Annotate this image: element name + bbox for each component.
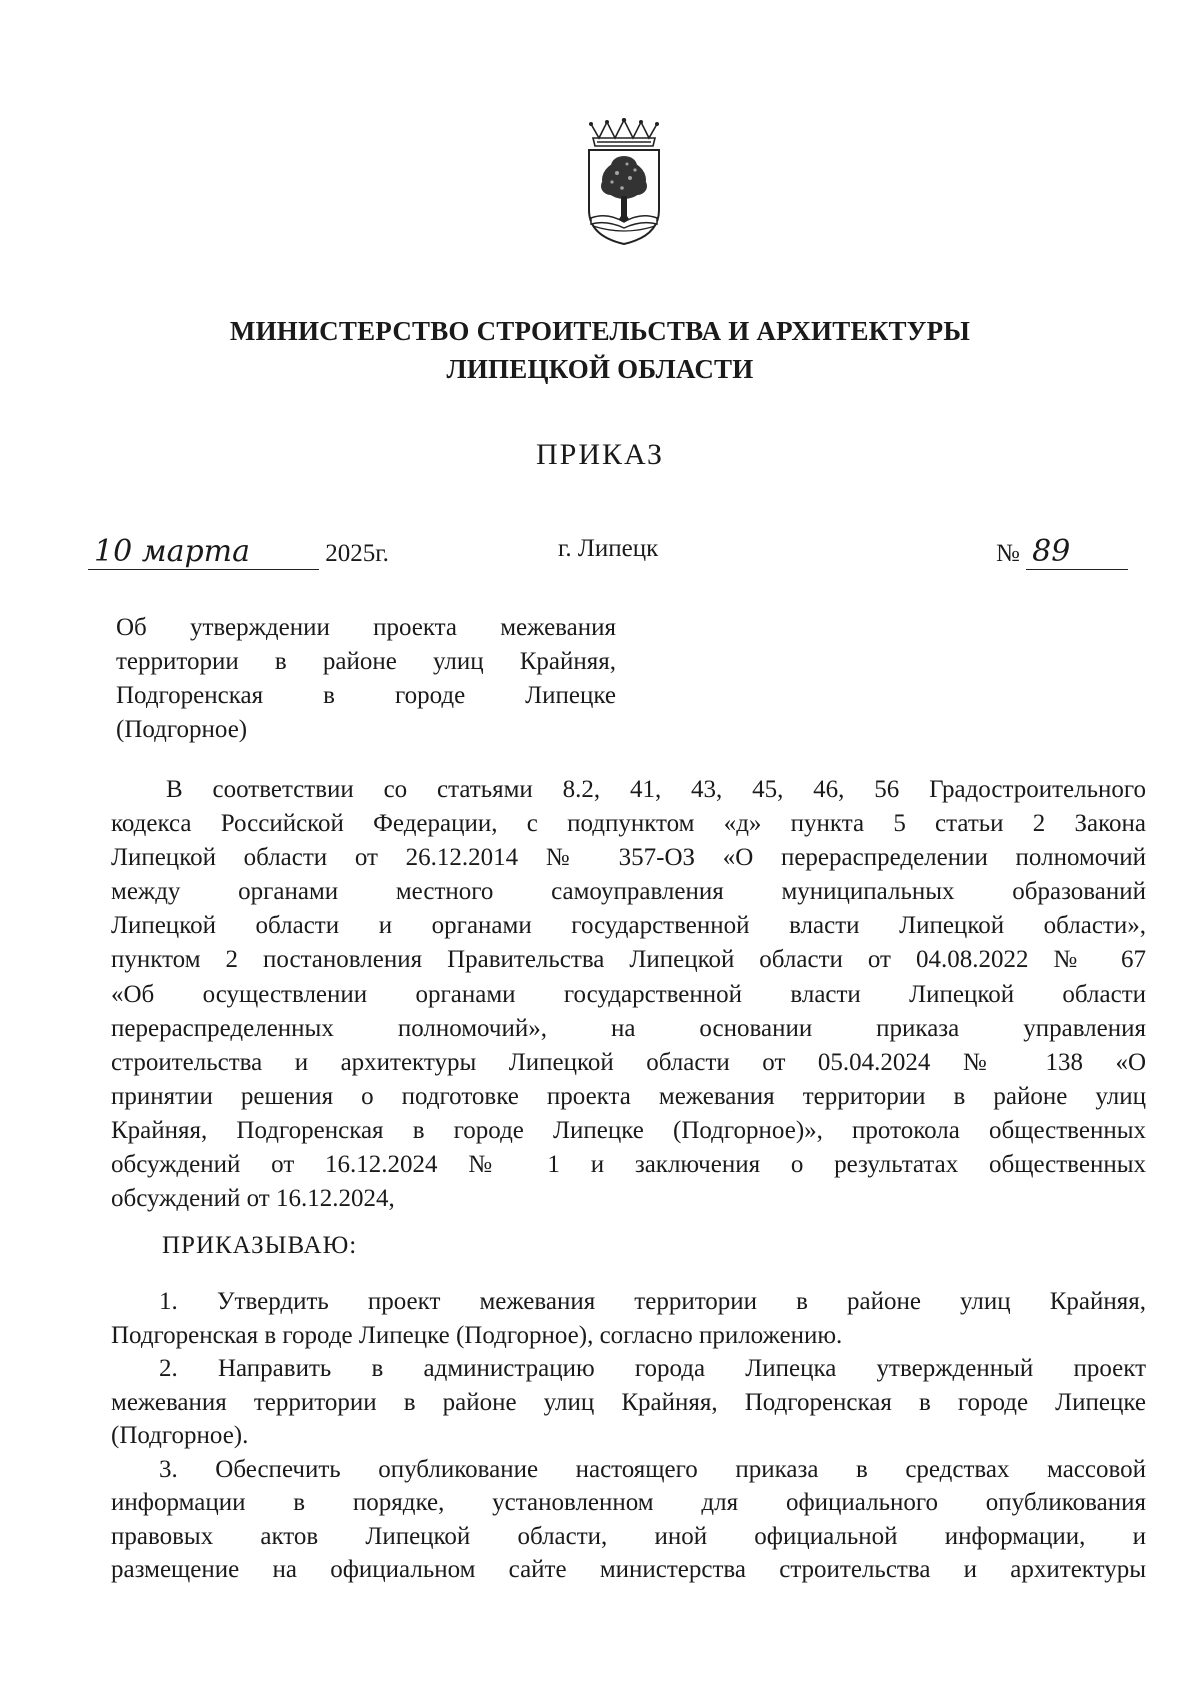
preamble-line: кодекса Российской Федерации, с подпунктом «д» пункта 5 статьи 2 Закона <box>111 810 1146 838</box>
preamble-line: между органами местного самоуправления муниципальных образований <box>111 878 1146 906</box>
preamble-line: перераспределенных полномочий», на основании приказа управления <box>111 1014 1146 1042</box>
order-date <box>88 535 389 570</box>
handwritten-number: 89 <box>1026 535 1128 570</box>
order-number <box>996 535 1128 570</box>
item-line: Подгоренская в городе Липецке (Подгорное), согласно приложению. <box>111 1321 843 1349</box>
item-line: правовых актов Липецкой области, иной официальной информации, и <box>111 1522 1146 1550</box>
order-city: г. Липецк <box>558 535 659 562</box>
preamble-line: строительства и архитектуры Липецкой области от 05.04.2024 № 138 «О <box>111 1048 1146 1076</box>
item-line: размещение на официальном сайте министерства строительства и архитектуры <box>111 1556 1146 1583</box>
preamble-line: Липецкой области и органами государственной власти Липецкой области», <box>111 912 1146 940</box>
item-line: 3. Обеспечить опубликование настоящего приказа в средствах массовой <box>159 1455 1146 1483</box>
preamble-line: Крайняя, Подгоренская в городе Липецке (Подгорное)», протокола общественных <box>111 1116 1146 1144</box>
order-directive-heading: ПРИКАЗЫВАЮ: <box>162 1232 358 1259</box>
preamble-line: обсуждений от 16.12.2024, <box>111 1185 395 1213</box>
order-items <box>111 1285 1146 1587</box>
preamble-line: В соответствии со статьями 8.2, 41, 43, 45, 46, 56 Градостроительного <box>166 776 1146 803</box>
number-sign: № <box>996 540 1020 567</box>
lipetsk-oblast-coat-of-arms-icon <box>577 118 671 248</box>
preamble-paragraph <box>111 773 1146 1216</box>
item-line: информации в порядке, установленном для официального опубликования <box>111 1489 1146 1516</box>
order-subject <box>116 611 616 747</box>
subject-line: (Подгорное) <box>116 716 248 743</box>
item-line: 2. Направить в администрацию города Липецка утвержденный проект <box>159 1355 1146 1382</box>
ministry-name-line-1: МИНИСТЕРСТВО СТРОИТЕЛЬСТВА И АРХИТЕКТУРЫ <box>229 316 971 346</box>
preamble-line: обсуждений от 16.12.2024 № 1 и заключения о результатах общественных <box>111 1151 1146 1179</box>
preamble-line: принятии решения о подготовке проекта межевания территории в районе улиц <box>111 1082 1146 1110</box>
subject-line: территории в районе улиц Крайняя, <box>116 648 616 675</box>
preamble-line: «Об осуществлении органами государственной власти Липецкой области <box>111 980 1146 1008</box>
preamble-line: пунктом 2 постановления Правительства Липецкой области от 04.08.2022 № 67 <box>111 946 1146 974</box>
subject-line: Об утверждении проекта межевания <box>116 614 616 641</box>
preamble-line: Липецкой области от 26.12.2014 № 357-ОЗ «О перераспределении полномочий <box>111 844 1146 872</box>
item-line: 1. Утвердить проект межевания территории в районе улиц Крайняя, <box>159 1288 1146 1315</box>
order-year: 2025г. <box>325 540 389 567</box>
document-type-title: ПРИКАЗ <box>536 438 664 471</box>
item-line: межевания территории в районе улиц Крайняя, Подгоренская в городе Липецке <box>111 1388 1146 1416</box>
handwritten-date: 10 марта <box>88 535 319 570</box>
subject-line: Подгоренская в городе Липецке <box>116 682 616 709</box>
ministry-name-line-2: ЛИПЕЦКОЙ ОБЛАСТИ <box>446 354 754 384</box>
item-line: (Подгорное). <box>111 1422 249 1449</box>
